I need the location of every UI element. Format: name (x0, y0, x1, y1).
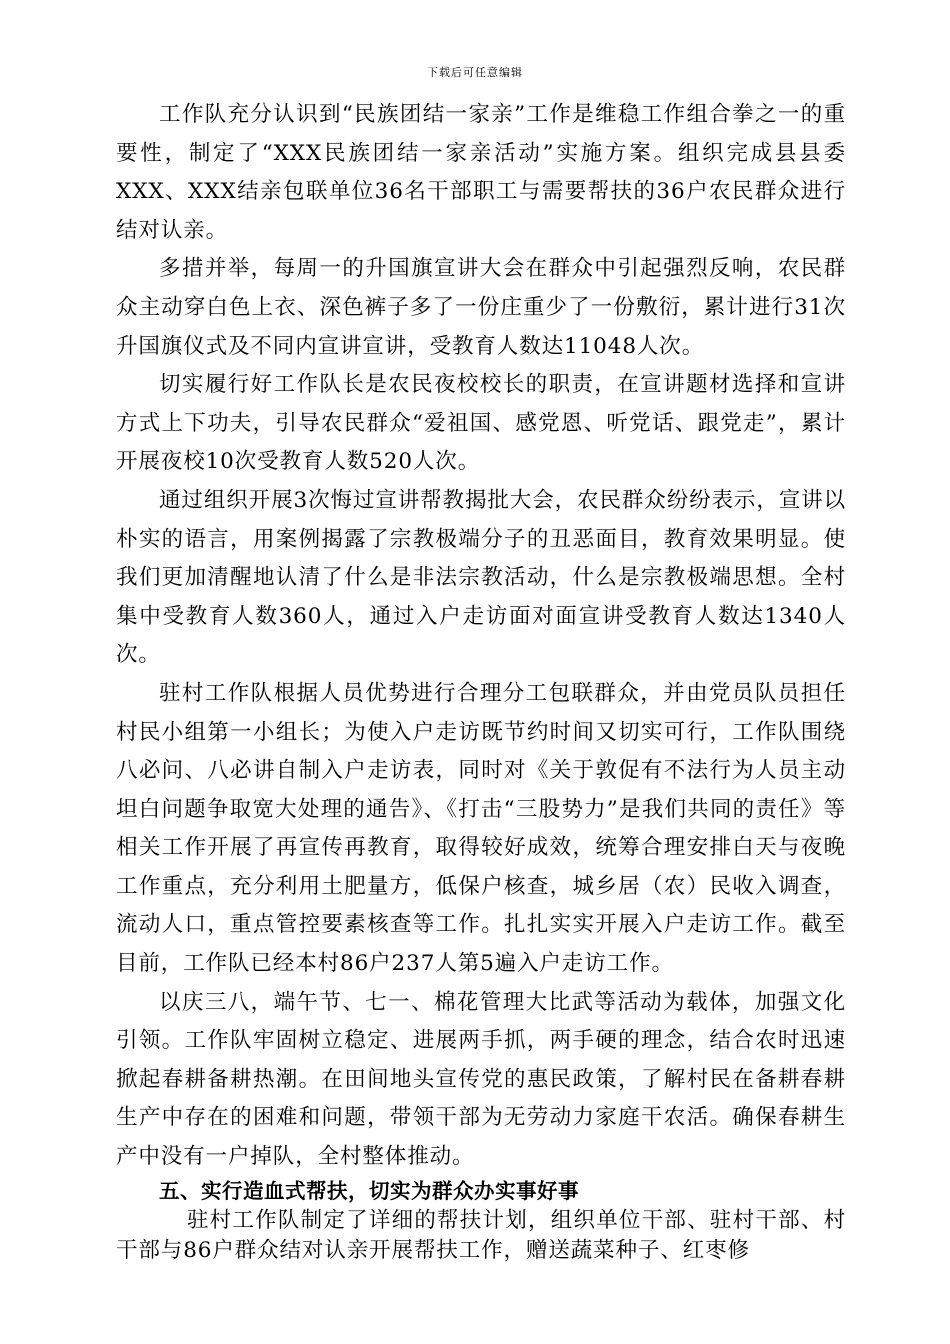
header-note: 下载后可任意编辑 (427, 66, 523, 79)
paragraph-assistance-plan: 驻村工作队制定了详细的帮扶计划，组织单位干部、驻村干部、村干部与86户群众结对认亲开展帮扶工作，赠送蔬菜种子、红枣修 (116, 1207, 846, 1263)
paragraph-ethnic-unity: 工作队充分认识到“民族团结一家亲”工作是维稳工作组合拳之一的重要性，制定了“XXX民族团结一家亲活动”实施方案。组织完成县县委XXX、XXX结亲包联单位36名干部职工与需要帮扶的36户农民群众进行结对认亲。 (116, 102, 846, 243)
paragraph-flag-raising: 多措并举，每周一的升国旗宣讲大会在群众中引起强烈反响，农民群众主动穿白色上衣、深色裤子多了一份庄重少了一份敷衍，累计进行31次升国旗仪式及不同内宣讲宣讲，受教育人数达11048人次。 (116, 256, 846, 359)
paragraph-night-school: 切实履行好工作队长是农民夜校校长的职责，在宣讲题材选择和宣讲方式上下功夫，引导农民群众“爱祖国、感党恩、听党话、跟党走”，累计开展夜校10次受教育人数520人次。 (116, 372, 846, 475)
paragraph-household-visits: 驻村工作队根据人员优势进行合理分工包联群众，并由党员队员担任村民小组第一小组长；为使入户走访既节约时间又切实可行，工作队围绕八必问、八必讲自制入户走访表，同时对《关于敦促有不法行为人员主动坦白问题争取宽大处理的通告》、《打击“三股势力”是我们共同的责任》等相关工作开展了再宣传再教育，取得较好成效，统筹合理安排白天与夜晚工作重点，充分利用土肥量方，低保户核查，城乡居（农）民收入调查，流动人口，重点管控要素核查等工作。扎扎实实开展入户走访工作。截至目前，工作队已经本村86户237人第5遍入户走访工作。 (116, 680, 846, 977)
section-heading: 五、实行造血式帮扶，切实为群众办实事好事 (159, 1178, 580, 1203)
document-body (116, 96, 846, 1266)
paragraph-repentance-meetings: 通过组织开展3次悔过宣讲帮教揭批大会，农民群众纷纷表示，宣讲以朴实的语言，用案例揭露了宗教极端分子的丑恶面目，教育效果明显。使我们更加清醒地认清了什么是非法宗教活动，什么是宗教极端思想。全村集中受教育人数360人，通过入户走访面对面宣讲受教育人数达1340人次。 (116, 487, 846, 668)
paragraph-spring-farming: 以庆三八，端午节、七一、棉花管理大比武等活动为载体，加强文化引领。工作队牢固树立稳定、进展两手抓，两手硬的理念，结合农时迅速掀起春耕备耕热潮。在田间地头宣传党的惠民政策，了解村民在备耕春耕生产中存在的困难和问题，带领干部为无劳动力家庭干农活。确保春耕生产中没有一户掉队，全村整体推动。 (116, 989, 846, 1170)
